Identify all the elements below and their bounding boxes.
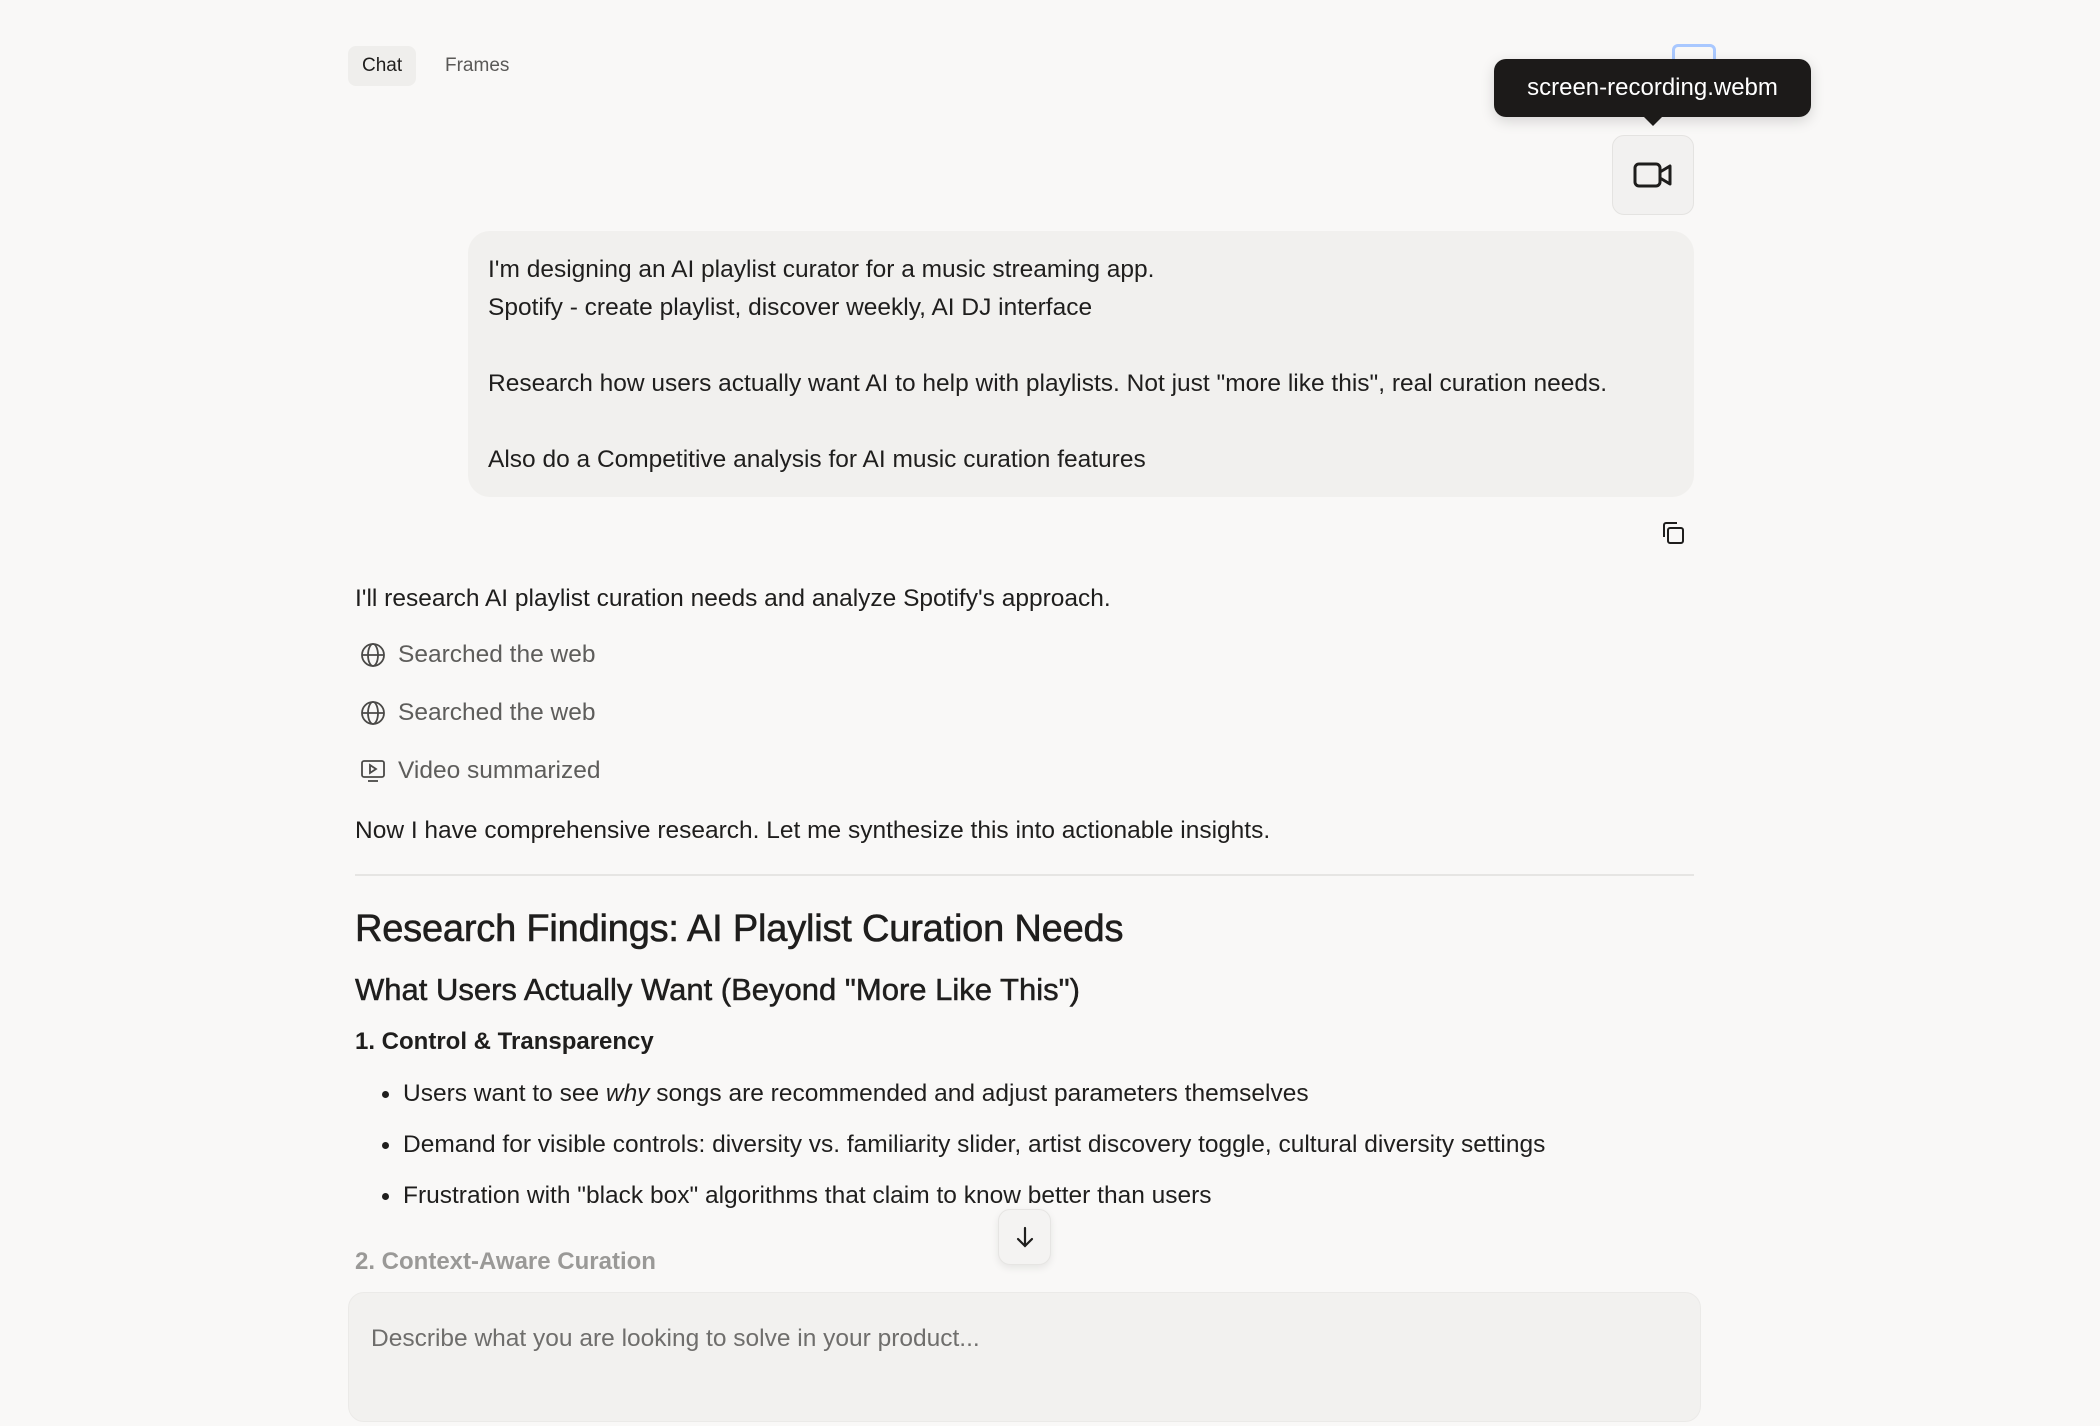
message-line: I'm designing an AI playlist curator for a music streaming app.	[488, 256, 1155, 283]
bullet-list	[355, 1068, 1694, 1221]
message-line: Also do a Competitive analysis for AI music curation features	[488, 446, 1146, 473]
bullet-emphasis: why	[605, 1080, 650, 1107]
video-icon	[360, 758, 386, 784]
tool-step-video[interactable]	[355, 742, 1694, 800]
attachment-tooltip: screen-recording.webm	[1494, 59, 1811, 117]
copy-button[interactable]	[1659, 519, 1687, 552]
arrow-down-icon	[1014, 1225, 1036, 1249]
bullet-text: songs are recommended and adjust parameters themselves	[649, 1080, 1309, 1107]
divider	[355, 874, 1694, 876]
tool-step-label: Video summarized	[398, 757, 601, 784]
chat-input[interactable]	[349, 1293, 1700, 1421]
copy-icon	[1659, 519, 1687, 547]
video-camera-icon	[1633, 161, 1673, 189]
heading-control-transparency: 1. Control & Transparency	[355, 1028, 654, 1055]
message-line: Research how users actually want AI to help with playlists. Not just "more like this", real curation needs.	[488, 370, 1608, 397]
message-line	[488, 403, 1674, 441]
user-message	[468, 231, 1694, 497]
tab-chat[interactable]: Chat	[348, 46, 416, 86]
globe-icon	[360, 700, 386, 726]
chat-input-container	[348, 1292, 1701, 1422]
list-item	[355, 1068, 1694, 1119]
heading-context-aware-curation: 2. Context-Aware Curation	[355, 1248, 656, 1275]
assistant-response	[355, 580, 1694, 1221]
tool-step-label: Searched the web	[398, 699, 596, 726]
response-followup: Now I have comprehensive research. Let me synthesize this into actionable insights.	[355, 817, 1271, 844]
tool-step-label: Searched the web	[398, 641, 596, 668]
video-attachment-button[interactable]	[1612, 135, 1694, 215]
heading-what-users-want: What Users Actually Want (Beyond "More Like This")	[355, 972, 1080, 1007]
scroll-to-bottom-button[interactable]	[998, 1209, 1051, 1265]
globe-icon	[360, 642, 386, 668]
list-item: Frustration with "black box" algorithms that claim to know better than users	[355, 1170, 1694, 1221]
tool-step-search[interactable]	[355, 684, 1694, 742]
response-intro: I'll research AI playlist curation needs and analyze Spotify's approach.	[355, 585, 1111, 612]
list-item: Demand for visible controls: diversity vs. familiarity slider, artist discovery toggle, cultural diversity settings	[355, 1119, 1694, 1170]
tab-frames[interactable]: Frames	[445, 55, 510, 76]
message-line: Spotify - create playlist, discover weekly, AI DJ interface	[488, 294, 1093, 321]
tool-step-search[interactable]	[355, 626, 1694, 684]
message-line	[488, 327, 1674, 365]
heading-research-findings: Research Findings: AI Playlist Curation Needs	[355, 908, 1124, 950]
bullet-text: Users want to see	[403, 1080, 606, 1107]
